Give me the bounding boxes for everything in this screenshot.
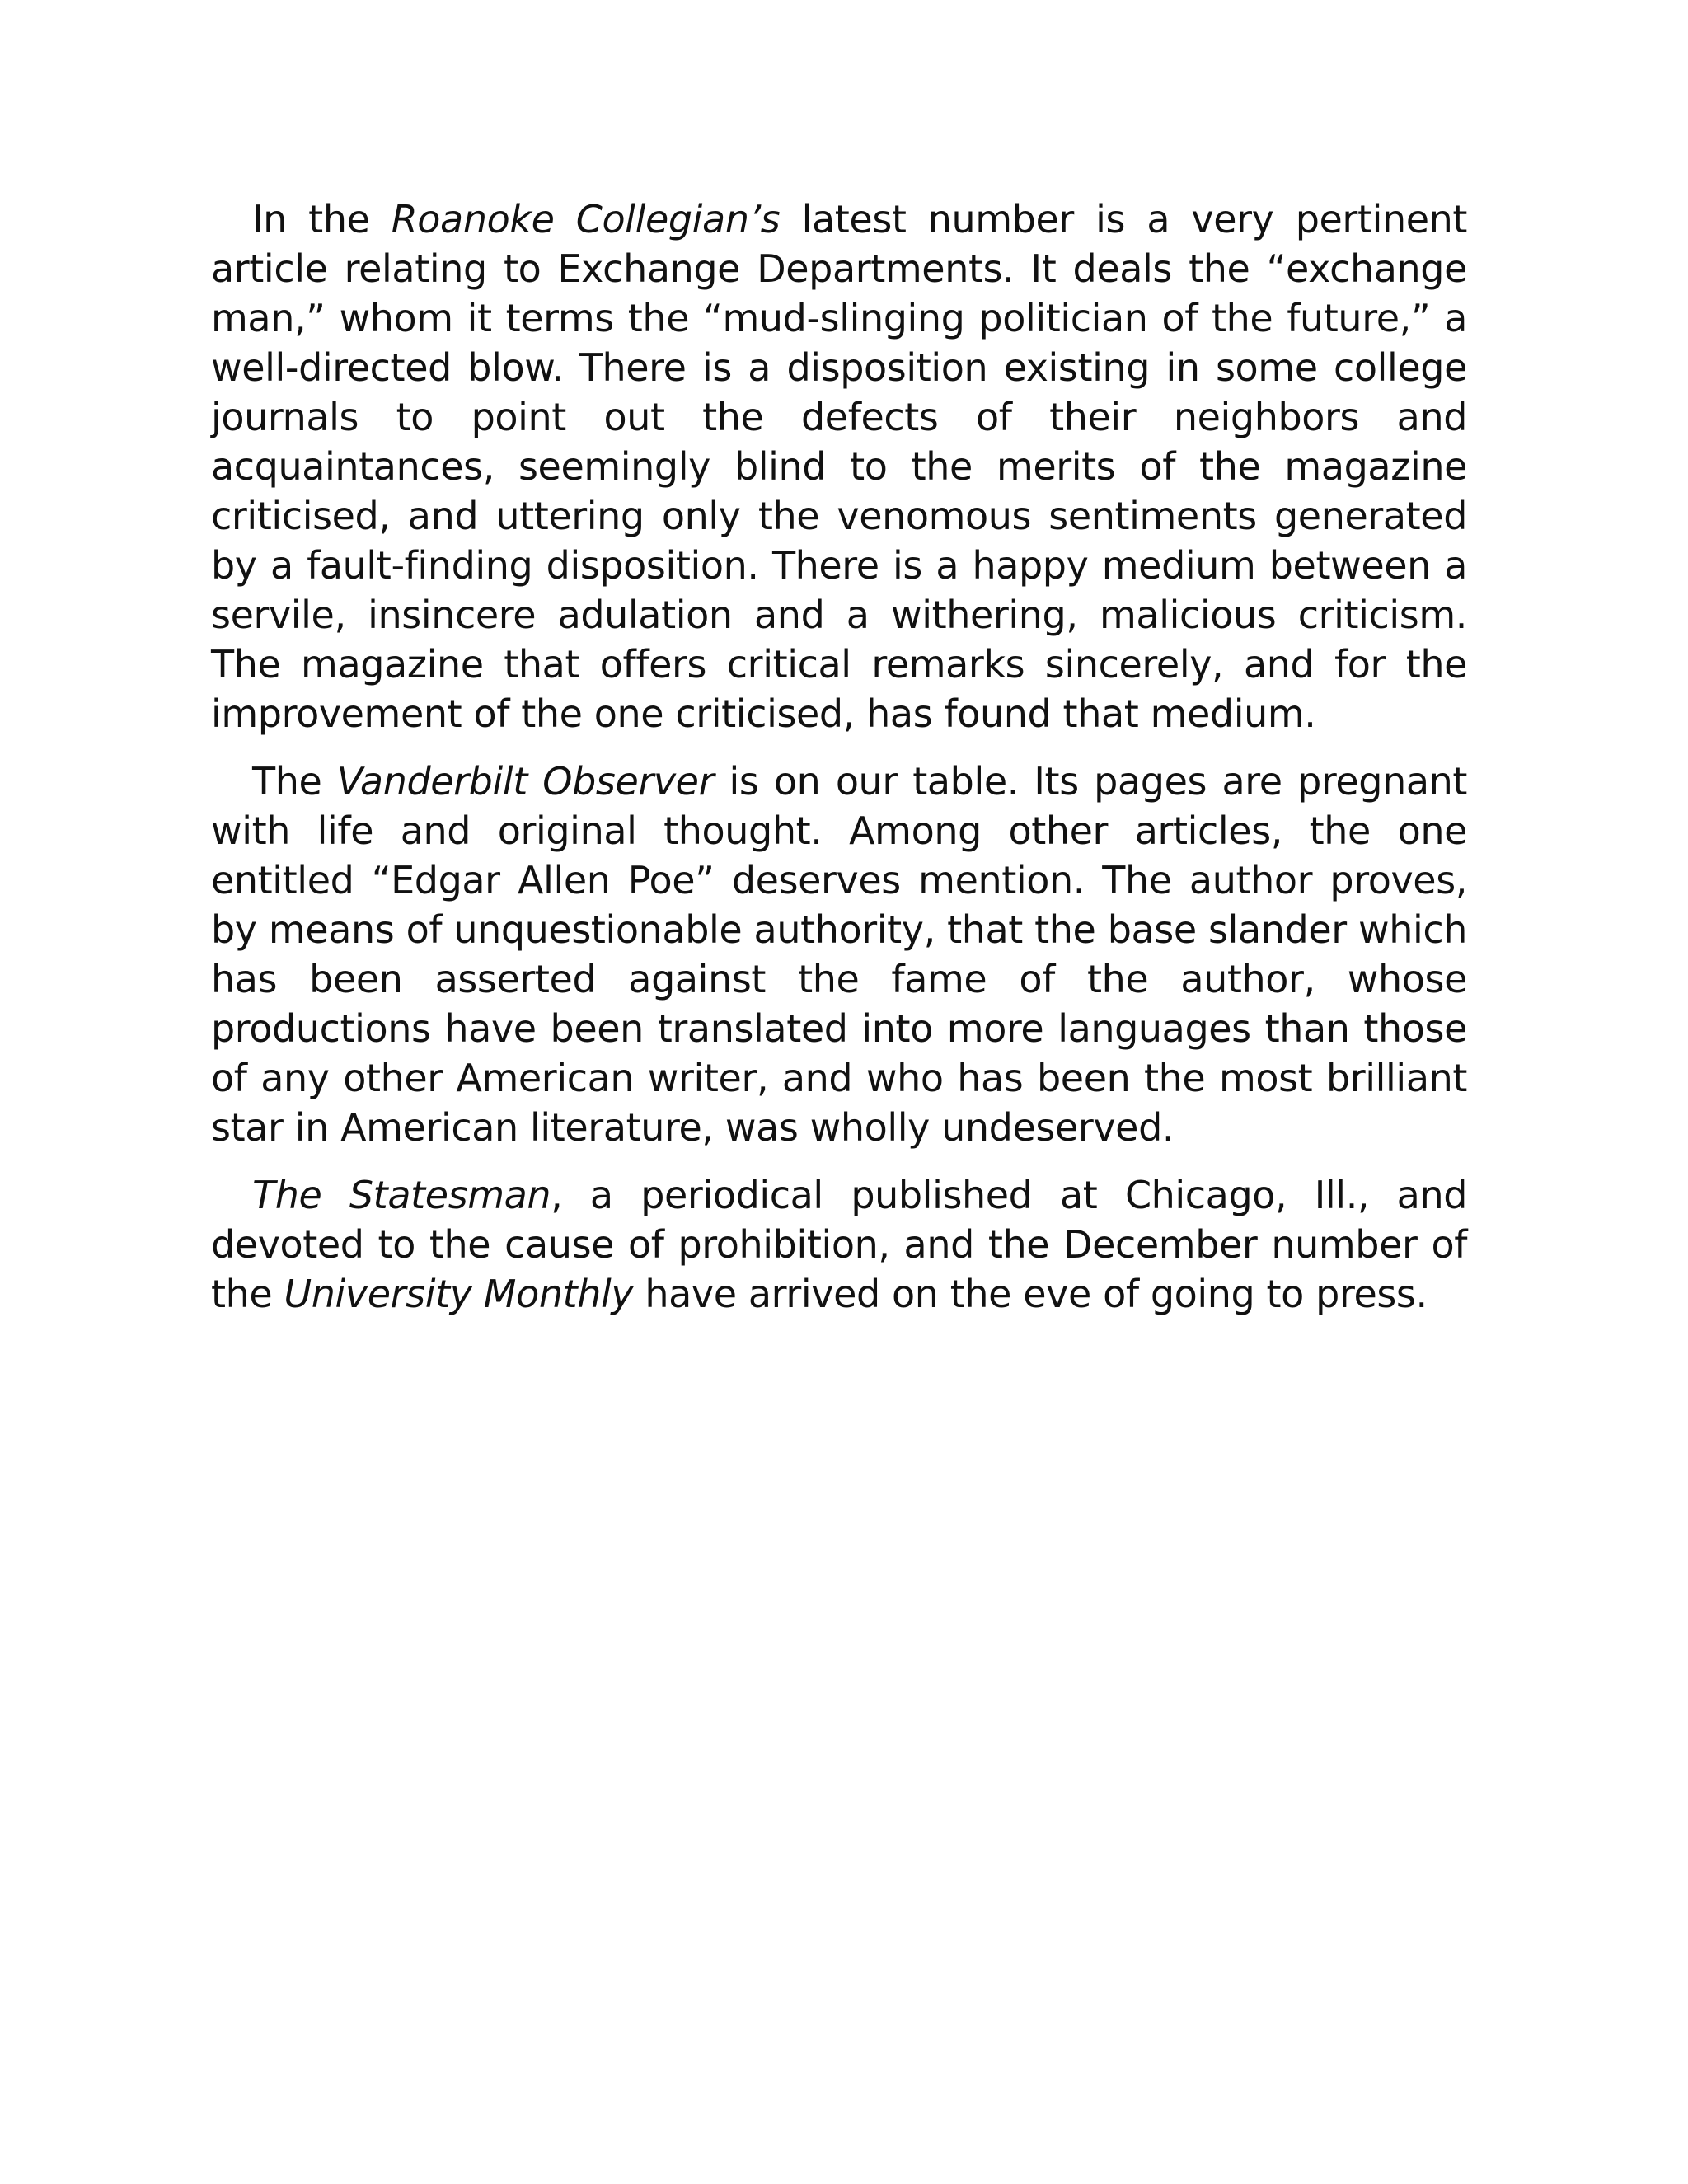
paragraph-text: is on our table. Its pages are pregnant with life and original thought. Among other articles, the one entitled “Edgar Allen Poe” deserves mention. The author proves, by means of unquestionable authority, that the base slander which has been asserted against the fame of the author, whose productions have been translated into more languages than those of any other American writer, and who has been the most brilliant star in American literature, was wholly undeserved. xyxy=(211,759,1468,1150)
paragraph-roanoke-collegian xyxy=(211,194,1467,738)
paragraph-text: , a periodical published at Chicago, Ill., and devoted to the cause of prohibition, and the December number of the xyxy=(211,1173,1468,1316)
publication-title: Roanoke Collegian’s xyxy=(391,197,781,241)
paragraph-text: latest number is a very pertinent article relating to Exchange Departments. It deals the “exchange man,” whom it terms the “mud-slinging politician of the future,” a well-directed blow. There is a disposition existing in some college journals to point out the defects of their neighbors and acquaintances, seemingly blind to the merits of the magazine criticised, and uttering only the venomous sentiments generated by a fault-finding disposition. There is a happy medium between a servile, insincere adulation and a withering, malicious criticism. The magazine that offers critical remarks sincerely, and for the improvement of the one criticised, has found that medium. xyxy=(211,197,1468,736)
paragraph-vanderbilt-observer xyxy=(211,757,1467,1152)
publication-title: The Statesman xyxy=(252,1173,551,1217)
paragraph-text: In the xyxy=(252,197,392,241)
paragraph-text: The xyxy=(252,759,337,804)
document-body xyxy=(211,194,1467,1337)
paragraph-statesman xyxy=(211,1170,1467,1319)
publication-title: University Monthly xyxy=(284,1272,634,1316)
publication-title: Vanderbilt Observer xyxy=(336,759,715,804)
paragraph-text: have arrived on the eve of going to press. xyxy=(633,1272,1428,1316)
